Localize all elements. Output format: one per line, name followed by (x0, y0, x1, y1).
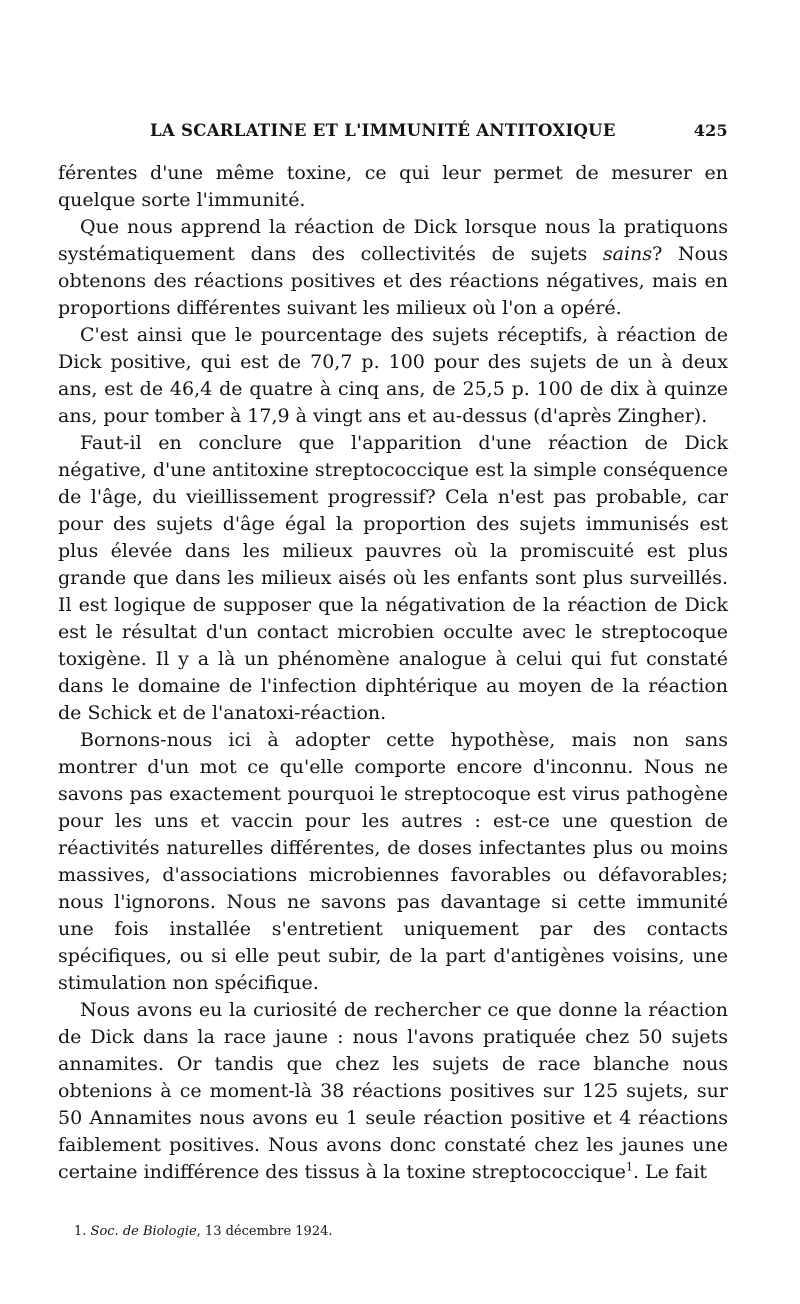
footnote (74, 1224, 333, 1239)
footnote-ref: 1 (625, 1160, 633, 1174)
running-head (58, 118, 728, 144)
page (58, 118, 728, 1186)
footnote-source: Soc. de Biologie (90, 1224, 197, 1239)
paragraph-text: Que nous apprend la réaction de Dick lorsque nous la pratiquons systématiquement dans des collectivités de sujets (58, 216, 728, 265)
paragraph: Bornons-nous ici à adopter cette hypothèse, mais non sans montrer d'un mot ce qu'elle comporte encore d'inconnu. Nous ne savons pas exactement pourquoi le streptocoque est virus pathogène pour les uns et vaccin pour les autres : est-ce une question de réactivités naturelles différentes, de doses infectantes plus ou moins massives, d'associations microbiennes favorables ou défavorables; nous l'ignorons. Nous ne savons pas davantage si cette immunité une fois installée s'entretient uniquement par des contacts spécifiques, ou si elle peut subir, de la part d'antigènes voisins, une stimulation non spécifique. (58, 729, 728, 994)
page-number: 425 (693, 121, 728, 140)
paragraph-text: ? Nous obtenons des réactions positives et des réactions négatives, mais en proportions différentes suivant les milieux où l'on a opéré. (58, 243, 728, 319)
emphasis: sains (602, 243, 653, 265)
paragraph-text: Nous avons eu la curiosité de rechercher ce que donne la réaction de Dick dans la race jaune : nous l'avons pratiquée chez 50 sujets annamites. Or tandis que chez les sujets de race blanche nous obtenions à ce moment-là 38 réactions positives sur 125 sujets, sur 50 Annamites nous avons eu 1 seule réaction positive et 4 réactions faiblement positives. Nous avons donc constaté chez les jaunes une certaine indifférence des tissus à la toxine streptococcique (58, 999, 728, 1183)
paragraph: férentes d'une même toxine, ce qui leur permet de mesurer en quelque sorte l'immunité. (58, 162, 728, 211)
running-title: LA SCARLATINE ET L'IMMUNITÉ ANTITOXIQUE (150, 121, 616, 140)
footnote-date: , 13 décembre 1924. (196, 1224, 333, 1239)
paragraph: Faut-il en conclure que l'apparition d'une réaction de Dick négative, d'une antitoxine streptococcique est la simple conséquence de l'âge, du vieillissement progressif? Cela n'est pas probable, car pour des sujets d'âge égal la proportion des sujets immunisés est plus élevée dans les milieux pauvres où la promiscuité est plus grande que dans les milieux aisés où les enfants sont plus surveillés. Il est logique de supposer que la négativation de la réaction de Dick est le résultat d'un contact microbien occulte avec le streptocoque toxigène. Il y a là un phénomène analogue à celui qui fut constaté dans le domaine de l'infection diphtérique au moyen de la réaction de Schick et de l'anatoxi-réaction. (58, 432, 728, 724)
paragraph (58, 997, 728, 1186)
paragraph (58, 214, 728, 322)
body-text (58, 160, 728, 1186)
paragraph: C'est ainsi que le pourcentage des sujets réceptifs, à réaction de Dick positive, qui est de 70,7 p. 100 pour des sujets de un à deux ans, est de 46,4 de quatre à cinq ans, de 25,5 p. 100 de dix à quinze ans, pour tomber à 17,9 à vingt ans et au-dessus (d'après Zingher). (58, 324, 728, 427)
paragraph-text: . Le fait (632, 1161, 708, 1183)
footnote-number: 1. (74, 1224, 87, 1239)
